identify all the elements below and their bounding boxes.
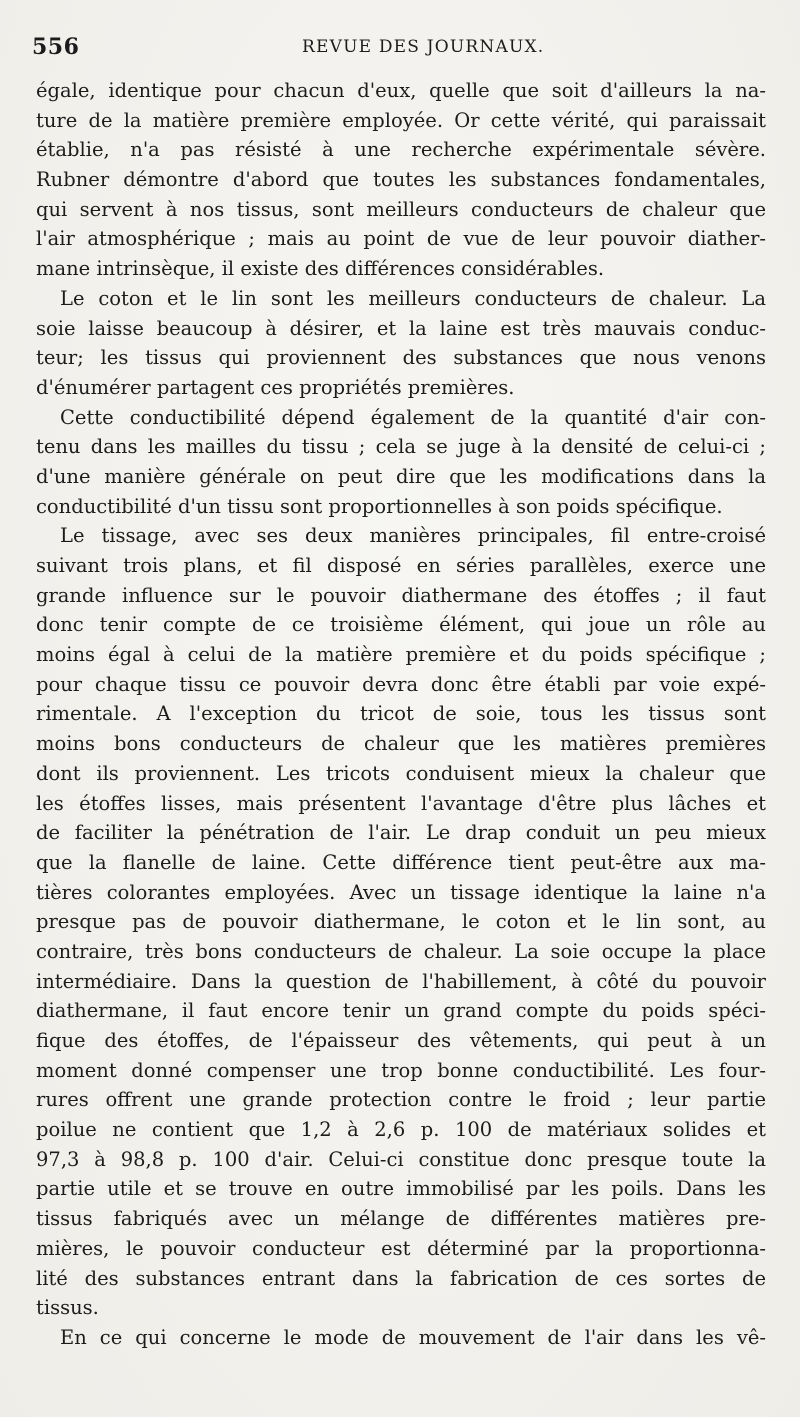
text-line: ture de la matière première employée. Or cette vérité, qui paraissait	[36, 108, 766, 132]
text-line: égale, identique pour chacun d'eux, quelle que soit d'ailleurs la na-	[36, 79, 766, 102]
text-line: Cette conductibilité dépend également de la quantité d'air con-	[60, 405, 766, 429]
text-line: dont ils proviennent. Les tricots conduisent mieux la chaleur que	[36, 761, 766, 785]
text-line: tissus fabriqués avec un mélange de différentes matières pre-	[36, 1207, 766, 1231]
text-line: lité des substances entrant dans la fabrication de ces sortes de	[36, 1266, 766, 1290]
text-line: poilue ne contient que 1,2 à 2,6 p. 100 de matériaux solides et	[36, 1118, 766, 1142]
text-line: moins bons conducteurs de chaleur que les matières premières	[36, 732, 766, 756]
text-line: Rubner démontre d'abord que toutes les substances fondamentales,	[36, 168, 766, 192]
body-text	[36, 76, 766, 1353]
text-line: Le tissage, avec ses deux manières principales, fil entre-croisé	[60, 524, 766, 548]
text-line: mane intrinsèque, il existe des différences considérables.	[36, 257, 605, 281]
text-line: presque pas de pouvoir diathermane, le coton et le lin sont, au	[36, 910, 766, 934]
text-line: les étoffes lisses, mais présentent l'avantage d'être plus lâches et	[36, 791, 766, 815]
text-line: tissus.	[36, 1296, 99, 1320]
text-line: d'une manière générale on peut dire que les modifications dans la	[36, 464, 766, 488]
text-line: que la flanelle de laine. Cette différence tient peut-être aux ma-	[36, 850, 766, 874]
text-line: En ce qui concerne le mode de mouvement de l'air dans les vê-	[60, 1325, 766, 1349]
text-line: suivant trois plans, et fil disposé en séries parallèles, exerce une	[36, 554, 766, 577]
text-line: tenu dans les mailles du tissu ; cela se juge à la densité de celui-ci ;	[36, 435, 766, 459]
text-line: pour chaque tissu ce pouvoir devra donc être établi par voie expé-	[36, 672, 766, 696]
text-line: d'énumérer partagent ces propriétés premières.	[36, 375, 515, 399]
running-head: REVUE DES JOURNAUX.	[302, 37, 545, 57]
text-line: rimentale. A l'exception du tricot de soie, tous les tissus sont	[36, 702, 766, 726]
text-line: l'air atmosphérique ; mais au point de vue de leur pouvoir diather-	[36, 227, 766, 251]
text-line: de faciliter la pénétration de l'air. Le drap conduit un peu mieux	[36, 821, 766, 845]
text-line: moment donné compenser une trop bonne conductibilité. Les four-	[36, 1058, 766, 1082]
text-line: mières, le pouvoir conducteur est déterminé par la proportionna-	[36, 1236, 766, 1260]
text-line: qui servent à nos tissus, sont meilleurs conducteurs de chaleur que	[36, 197, 766, 221]
text-line: contraire, très bons conducteurs de chaleur. La soie occupe la place	[36, 939, 766, 963]
text-line: rures offrent une grande protection contre le froid ; leur partie	[36, 1088, 766, 1112]
text-line: tières colorantes employées. Avec un tissage identique la laine n'a	[36, 880, 766, 904]
text-line: grande influence sur le pouvoir diathermane des étoffes ; il faut	[36, 583, 766, 607]
text-line: établie, n'a pas résisté à une recherche expérimentale sévère.	[36, 138, 766, 162]
text-line: teur; les tissus qui proviennent des substances que nous venons	[36, 346, 766, 370]
text-line: Le coton et le lin sont les meilleurs conducteurs de chaleur. La	[60, 286, 766, 310]
text-line: diathermane, il faut encore tenir un grand compte du poids spéci-	[36, 999, 766, 1023]
text-line: fique des étoffes, de l'épaisseur des vêtements, qui peut à un	[36, 1029, 766, 1052]
text-line: partie utile et se trouve en outre immobilisé par les poils. Dans les	[36, 1177, 766, 1201]
text-line: soie laisse beaucoup à désirer, et la laine est très mauvais conduc-	[36, 316, 766, 340]
text-line: intermédiaire. Dans la question de l'habillement, à côté du pouvoir	[36, 969, 766, 993]
page-header	[32, 34, 760, 68]
text-line: moins égal à celui de la matière première et du poids spécifique ;	[36, 643, 766, 667]
text-line: donc tenir compte de ce troisième élément, qui joue un rôle au	[36, 613, 766, 637]
text-line: 97,3 à 98,8 p. 100 d'air. Celui-ci constitue donc presque toute la	[36, 1147, 766, 1171]
page-number: 556	[32, 34, 80, 60]
text-line: conductibilité d'un tissu sont proportionnelles à son poids spécifique.	[36, 494, 723, 518]
